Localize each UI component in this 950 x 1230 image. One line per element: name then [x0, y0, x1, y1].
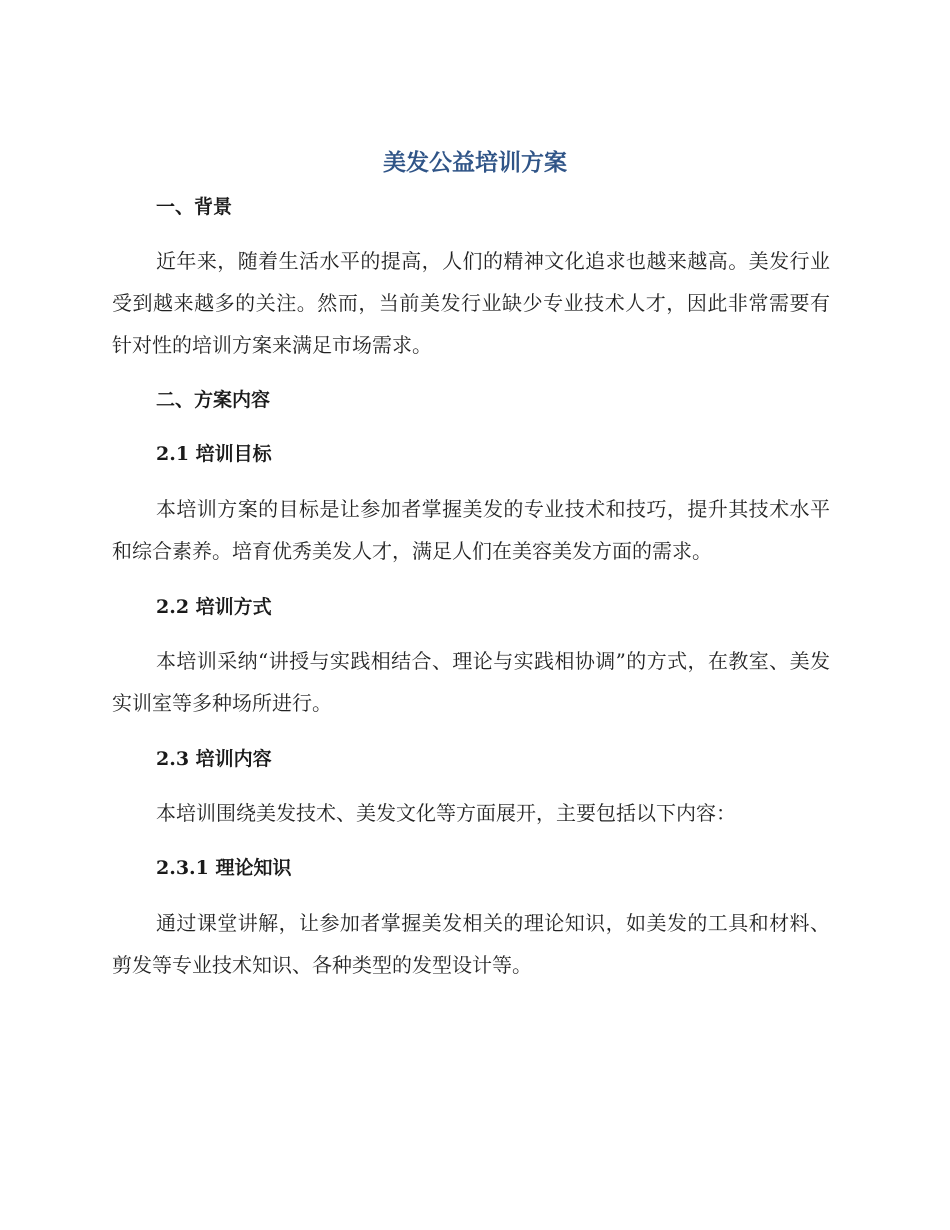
paragraph-training-goal: 本培训方案的目标是让参加者掌握美发的专业技术和技巧，提升其技术水平和综合素养。培育优秀美发人才，满足人们在美容美发方面的需求。	[112, 497, 830, 563]
heading-plan-content: 二、方案内容	[156, 389, 271, 411]
document-title: 美发公益培训方案	[383, 150, 567, 176]
paragraph-theory-knowledge: 通过课堂讲解，让参加者掌握美发相关的理论知识，如美发的工具和材料、剪发等专业技术知识、各种类型的发型设计等。	[112, 911, 830, 977]
heading-theory-knowledge: 2.3.1 理论知识	[156, 857, 292, 879]
heading-background: 一、背景	[156, 196, 233, 218]
heading-training-content: 2.3 培训内容	[156, 748, 272, 770]
heading-training-goal: 2.1 培训目标	[156, 443, 272, 465]
paragraph-background: 近年来，随着生活水平的提高，人们的精神文化追求也越来越高。美发行业受到越来越多的关注。然而，当前美发行业缺少专业技术人才，因此非常需要有针对性的培训方案来满足市场需求。	[112, 249, 830, 357]
heading-training-method: 2.2 培训方式	[156, 596, 272, 618]
paragraph-training-method: 本培训采纳“讲授与实践相结合、理论与实践相协调”的方式，在教室、美发实训室等多种场所进行。	[112, 649, 830, 715]
paragraph-training-content: 本培训围绕美发技术、美发文化等方面展开，主要包括以下内容：	[156, 801, 736, 825]
